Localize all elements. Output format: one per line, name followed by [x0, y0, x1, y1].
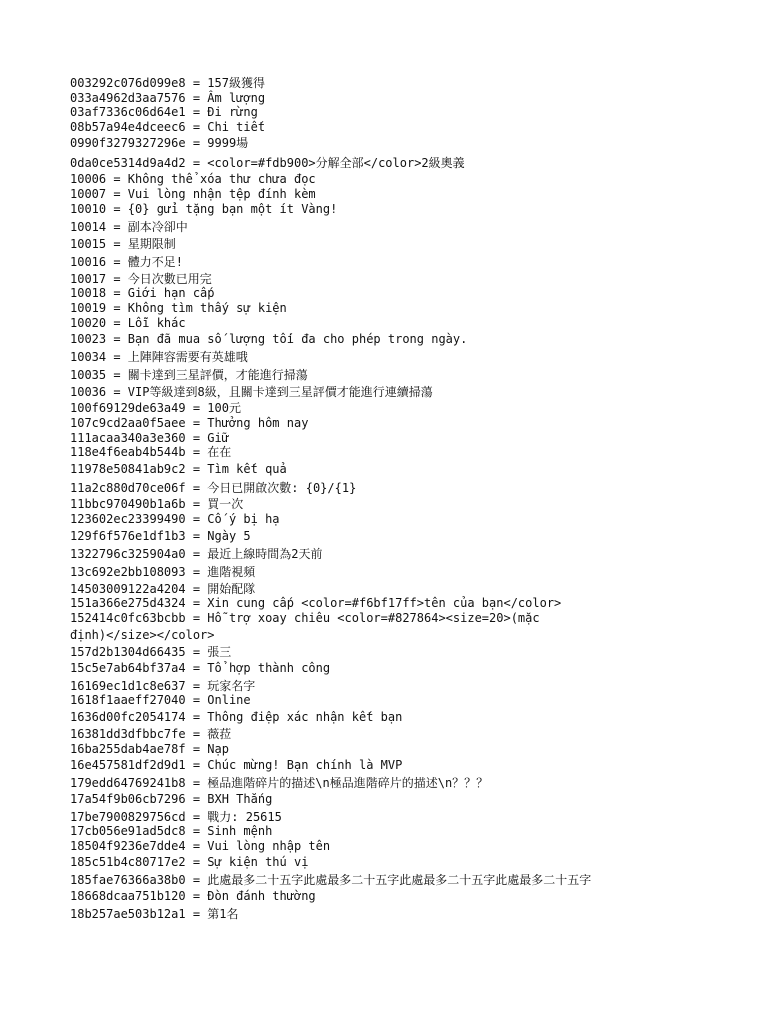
text-line: 10019 = Không tìm thấy sự kiện — [70, 300, 287, 315]
text-line: 10015 = 星期限制 — [70, 236, 176, 251]
text-line: 11978e50841ab9c2 = Tìm kết quả — [70, 461, 287, 476]
text-line: 0da0ce5314d9a4d2 = <color=#fdb900>分解全部</color>2級奧義 — [70, 155, 465, 170]
text-line: 18b257ae503b12a1 = 第1名 — [70, 906, 239, 921]
text-line: 16381dd3dfbbc7fe = 薇菈 — [70, 727, 232, 742]
text-line: 0990f3279327296e = 9999場 — [70, 136, 249, 151]
text-line: 10020 = Lỗi khác — [70, 315, 186, 330]
text-line: 10017 = 今日次數已用完 — [70, 271, 212, 286]
text-line: 185fae76366a38b0 = 此處最多二十五字此處最多二十五字此處最多二十五字此處最多二十五字 — [70, 872, 592, 887]
document-body — [70, 76, 760, 921]
text-line: 11a2c880d70ce06f = 今日已開啟次數: {0}/{1} — [70, 480, 357, 495]
text-line: 16169ec1d1c8e637 = 玩家名字 — [70, 678, 256, 693]
text-line: 152414c0fc63bcbb = Hỗ trợ xoay chiêu <color=#827864><size=20>(mặc — [70, 610, 540, 625]
text-line: 10023 = Bạn đã mua số lượng tối đa cho phép trong ngày. — [70, 332, 468, 347]
text-line: 179edd64769241b8 = 極品進階碎片的描述\n極品進階碎片的描述\n？？？ — [70, 775, 489, 790]
text-line: 111acaa340a3e360 = Giữ — [70, 430, 229, 445]
text-line: 18668dcaa751b120 = Đòn đánh thường — [70, 889, 316, 904]
text-line: 18504f9236e7dde4 = Vui lòng nhập tên — [70, 838, 331, 853]
text-line: 17a54f9b06cb7296 = BXH Thắng — [70, 792, 273, 807]
text-line: 10034 = 上陣陣容需要有英雄哦 — [70, 350, 248, 365]
text-line: 185c51b4c80717e2 = Sự kiện thú vị — [70, 855, 309, 870]
text-line: 107c9cd2aa0f5aee = Thưởng hôm nay — [70, 415, 309, 430]
text-line: 14503009122a4204 = 開始配隊 — [70, 581, 256, 596]
text-line: 15c5e7ab64bf37a4 = Tổ hợp thành công — [70, 661, 331, 676]
text-line: 1636d00fc2054174 = Thông điệp xác nhận kết bạn — [70, 709, 403, 724]
text-line: 1618f1aaeff27040 = Online — [70, 693, 251, 708]
text-line: 10014 = 副本冷卻中 — [70, 219, 188, 234]
text-line: 16ba255dab4ae78f = Nạp — [70, 741, 229, 756]
text-line: 10036 = VIP等級達到8級，且關卡達到三星評價才能進行連續掃蕩 — [70, 385, 433, 400]
text-line: 118e4f6eab4b544b = 在在 — [70, 445, 232, 460]
text-line: định)</size></color> — [70, 627, 215, 642]
text-line: 11bbc970490b1a6b = 買一次 — [70, 497, 244, 512]
text-line: 16e457581df2d9d1 = Chúc mừng! Bạn chính là MVP — [70, 758, 403, 773]
text-line: 10016 = 體力不足! — [70, 255, 184, 270]
text-line: 123602ec23399490 = Cố ý bị hạ — [70, 512, 280, 527]
text-line: 151a366e275d4324 = Xin cung cấp <color=#f6bf17ff>tên của bạn</color> — [70, 596, 562, 611]
text-line: 03af7336c06d64e1 = Đi rừng — [70, 105, 258, 120]
text-line: 10035 = 關卡達到三星評價，才能進行掃蕩 — [70, 367, 308, 382]
text-line: 003292c076d099e8 = 157級獲得 — [70, 76, 265, 90]
text-line: 13c692e2bb108093 = 進階視頻 — [70, 565, 256, 580]
text-line: 10006 = Không thể xóa thư chưa đọc — [70, 172, 316, 187]
text-line: 100f69129de63a49 = 100元 — [70, 401, 241, 416]
text-line: 10018 = Giới hạn cấp — [70, 286, 215, 301]
text-line: 10007 = Vui lòng nhận tệp đính kèm — [70, 186, 316, 201]
text-line: 17be7900829756cd = 戰力: 25615 — [70, 809, 282, 824]
text-line: 1322796c325904a0 = 最近上線時間為2天前 — [70, 546, 323, 561]
text-line: 10010 = {0} gửi tặng bạn một ít Vàng! — [70, 202, 338, 217]
text-line: 033a4962d3aa7576 = Âm lượng — [70, 90, 266, 105]
text-line: 157d2b1304d66435 = 張三 — [70, 644, 232, 659]
text-line: 17cb056e91ad5dc8 = Sinh mệnh — [70, 824, 273, 839]
text-line: 129f6f576e1df1b3 = Ngày 5 — [70, 528, 251, 543]
text-line: 08b57a94e4dceec6 = Chi tiết — [70, 119, 266, 134]
